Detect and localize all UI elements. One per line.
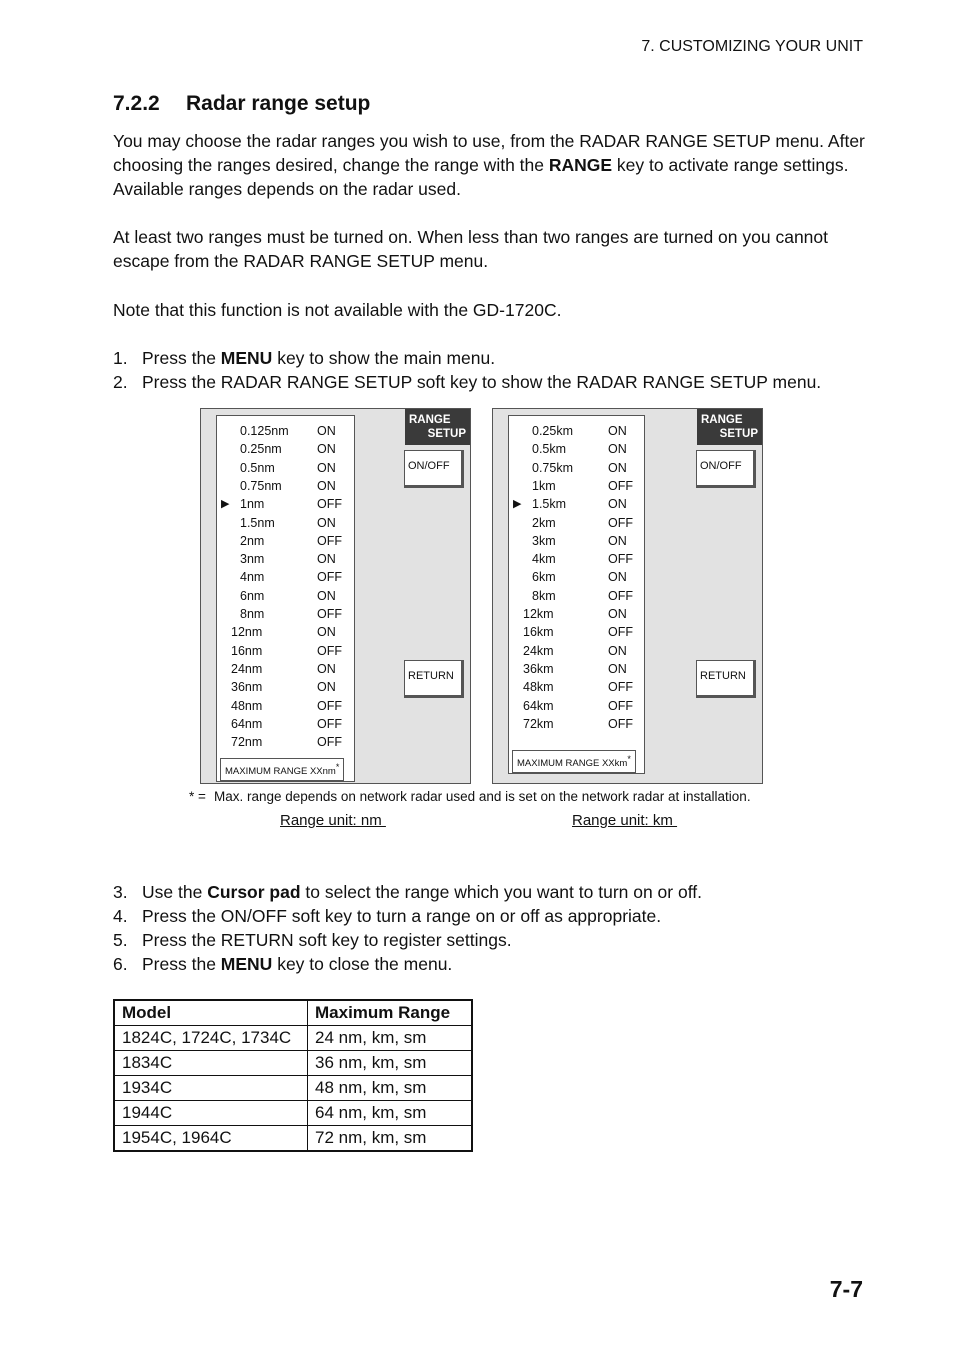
range-label: 24nm — [231, 661, 263, 676]
range-status: OFF — [608, 625, 633, 640]
range-label: 12km — [523, 607, 554, 621]
two-ranges-paragraph: At least two ranges must be turned on. When less than two ranges are turned on you cannot escape from the RADAR RANGE SETUP menu. — [113, 227, 829, 271]
range-status: OFF — [608, 698, 633, 713]
range-setup-title — [405, 409, 470, 445]
model-cell: 1954C, 1964C — [114, 1126, 308, 1152]
range-status: ON — [317, 478, 336, 493]
range-label: 1.5nm — [240, 515, 275, 530]
step-text: Press the ON/OFF soft key to turn a range on or off as appropriate. — [142, 906, 662, 926]
range-status: ON — [608, 460, 627, 475]
range-label: 8nm — [240, 607, 265, 621]
step-item — [113, 346, 821, 370]
intro-paragraph — [113, 129, 883, 201]
range-label: 48km — [523, 680, 554, 695]
range-label: 36km — [523, 661, 554, 676]
range-cell: 24 nm, km, sm — [308, 1026, 473, 1051]
range-label: 8km — [532, 588, 556, 603]
step-number: 1. — [113, 348, 128, 368]
range-label: 0.25nm — [240, 442, 282, 457]
range-label: 3km — [532, 533, 556, 548]
step-text: Press the — [142, 348, 221, 368]
column-header-model: Model — [114, 1000, 308, 1026]
section-heading — [113, 92, 370, 116]
title-line-1: RANGE — [701, 414, 743, 426]
range-label: 0.125nm — [240, 424, 289, 438]
range-status: OFF — [317, 533, 342, 548]
title-line-2: SETUP — [427, 428, 466, 440]
range-status: OFF — [317, 570, 342, 585]
range-label: 12nm — [231, 625, 263, 640]
step-item — [113, 880, 702, 904]
step-number: 3. — [113, 882, 128, 902]
caption-km: Range unit: km — [572, 812, 678, 829]
range-label: 36nm — [231, 680, 263, 695]
range-status: ON — [608, 570, 627, 585]
range-status: ON — [317, 424, 336, 438]
range-label: 16km — [523, 625, 554, 640]
footnote — [189, 789, 751, 804]
model-cell: 1834C — [114, 1051, 308, 1076]
step-key-name: Cursor pad — [207, 882, 301, 902]
step-text: Press the RADAR RANGE SETUP soft key to show the RADAR RANGE SETUP menu. — [142, 372, 822, 392]
range-list-nm — [216, 415, 355, 782]
step-item — [113, 904, 702, 928]
model-range-table — [113, 999, 473, 1152]
running-header: 7. CUSTOMIZING YOUR UNIT — [641, 38, 863, 55]
table-row — [114, 1101, 472, 1126]
range-status: ON — [317, 661, 336, 676]
range-status: OFF — [608, 588, 633, 603]
range-status: OFF — [317, 716, 342, 731]
maximum-range-box — [220, 758, 344, 781]
range-status: OFF — [317, 735, 342, 750]
range-status: ON — [608, 607, 627, 621]
range-cell: 48 nm, km, sm — [308, 1076, 473, 1101]
intro-text-c: key to activate range settings. Available ranges depends on the radar used. — [113, 155, 849, 199]
range-label: 0.75km — [532, 460, 573, 475]
range-label: 1nm — [240, 497, 265, 512]
step-number: 4. — [113, 906, 128, 926]
range-status: ON — [317, 442, 336, 457]
model-cell: 1824C, 1724C, 1734C — [114, 1026, 308, 1051]
table-row — [114, 1026, 472, 1051]
range-label: 4nm — [240, 570, 265, 585]
range-label: 24km — [523, 643, 554, 658]
cursor-arrow-icon: ▶ — [221, 498, 230, 511]
asterisk-mark: * — [335, 762, 340, 772]
title-line-1: RANGE — [409, 414, 451, 426]
range-status: ON — [317, 552, 336, 567]
range-label: 16nm — [231, 643, 263, 658]
range-status: OFF — [317, 497, 342, 512]
range-list-km — [508, 415, 645, 774]
cursor-arrow-icon: ▶ — [513, 498, 522, 511]
model-cell: 1934C — [114, 1076, 308, 1101]
maximum-range-label: MAXIMUM RANGE XXnm — [225, 766, 336, 778]
range-label: 6km — [532, 570, 556, 585]
table-row — [114, 1076, 472, 1101]
range-status: OFF — [608, 478, 633, 493]
footnote-text: Max. range depends on network radar used and is set on the network radar at installation. — [214, 789, 751, 804]
title-line-2: SETUP — [719, 428, 758, 440]
step-text: Press the — [142, 954, 221, 974]
footnote-mark: * = — [189, 789, 206, 804]
step-text: key to close the menu. — [272, 954, 453, 974]
range-status: ON — [608, 442, 627, 457]
range-status: ON — [608, 424, 627, 438]
step-number: 2. — [113, 372, 128, 392]
section-title: Radar range setup — [186, 92, 371, 115]
step-number: 5. — [113, 930, 128, 950]
range-label: 72nm — [231, 735, 263, 750]
range-status: OFF — [317, 698, 342, 713]
range-status: OFF — [608, 552, 633, 567]
range-status: ON — [317, 625, 336, 640]
range-status: OFF — [608, 680, 633, 695]
range-status: ON — [317, 680, 336, 695]
range-label: 3nm — [240, 552, 265, 567]
section-number: 7.2.2 — [113, 92, 160, 115]
range-label: 72km — [523, 716, 554, 731]
intro-text-a: You may choose the radar ranges you wish to use, from the RADAR RANGE SETUP menu. After choosing the ranges desired, change the range with the — [113, 131, 865, 175]
maximum-range-label: MAXIMUM RANGE XXkm — [517, 758, 628, 770]
range-cell: 72 nm, km, sm — [308, 1126, 473, 1152]
on-off-soft-key[interactable]: ON/OFF — [696, 450, 756, 488]
asterisk-mark: * — [627, 754, 631, 764]
range-label: 0.5nm — [240, 460, 275, 475]
range-setup-panel-nm — [200, 408, 471, 784]
range-label: 1.5km — [532, 497, 567, 512]
steps-list-2 — [113, 880, 702, 976]
range-status: ON — [608, 643, 627, 658]
step-key-name: MENU — [220, 348, 273, 368]
steps-list-1 — [113, 346, 821, 394]
range-cell: 64 nm, km, sm — [308, 1101, 473, 1126]
model-cell: 1944C — [114, 1101, 308, 1126]
range-label: 64nm — [231, 716, 263, 731]
range-label: 6nm — [240, 588, 265, 603]
step-text: to select the range which you want to turn on or off. — [300, 882, 702, 902]
range-label: 1km — [532, 478, 556, 493]
range-setup-title — [697, 409, 762, 445]
table-row — [114, 1126, 472, 1152]
range-label: 48nm — [231, 698, 263, 713]
table-row — [114, 1051, 472, 1076]
range-status: ON — [317, 515, 336, 530]
range-status: OFF — [608, 716, 633, 731]
return-soft-key[interactable]: RETURN — [404, 660, 464, 698]
note-paragraph: Note that this function is not available with the GD-1720C. — [113, 300, 562, 320]
step-text: Press the RETURN soft key to register settings. — [142, 930, 512, 950]
caption-nm: Range unit: nm — [280, 812, 386, 829]
range-status: ON — [317, 588, 336, 603]
range-label: 0.25km — [532, 424, 573, 438]
step-item — [113, 952, 702, 976]
range-label: 0.75nm — [240, 478, 282, 493]
return-soft-key[interactable]: RETURN — [696, 660, 756, 698]
step-number: 6. — [113, 954, 128, 974]
range-label: 64km — [523, 698, 554, 713]
range-setup-panel-km — [492, 408, 763, 784]
step-item — [113, 928, 702, 952]
range-status: ON — [608, 497, 627, 512]
range-status: OFF — [317, 643, 342, 658]
page-number: 7-7 — [829, 1276, 863, 1302]
maximum-range-box — [512, 750, 636, 773]
range-status: ON — [608, 533, 627, 548]
range-status: OFF — [608, 515, 633, 530]
range-label: 4km — [532, 552, 556, 567]
range-label: 2km — [532, 515, 556, 530]
range-status: ON — [317, 460, 336, 475]
step-item — [113, 370, 821, 394]
step-key-name: MENU — [220, 954, 273, 974]
on-off-soft-key[interactable]: ON/OFF — [404, 450, 464, 488]
range-status: ON — [608, 661, 627, 676]
column-header-maximum-range: Maximum Range — [308, 1000, 473, 1026]
range-status: OFF — [317, 607, 342, 621]
table-header-row — [114, 1000, 472, 1026]
step-text: key to show the main menu. — [272, 348, 496, 368]
step-text: Use the — [142, 882, 208, 902]
range-key-name: RANGE — [548, 155, 613, 175]
range-cell: 36 nm, km, sm — [308, 1051, 473, 1076]
range-label: 0.5km — [532, 442, 567, 457]
range-label: 2nm — [240, 533, 265, 548]
